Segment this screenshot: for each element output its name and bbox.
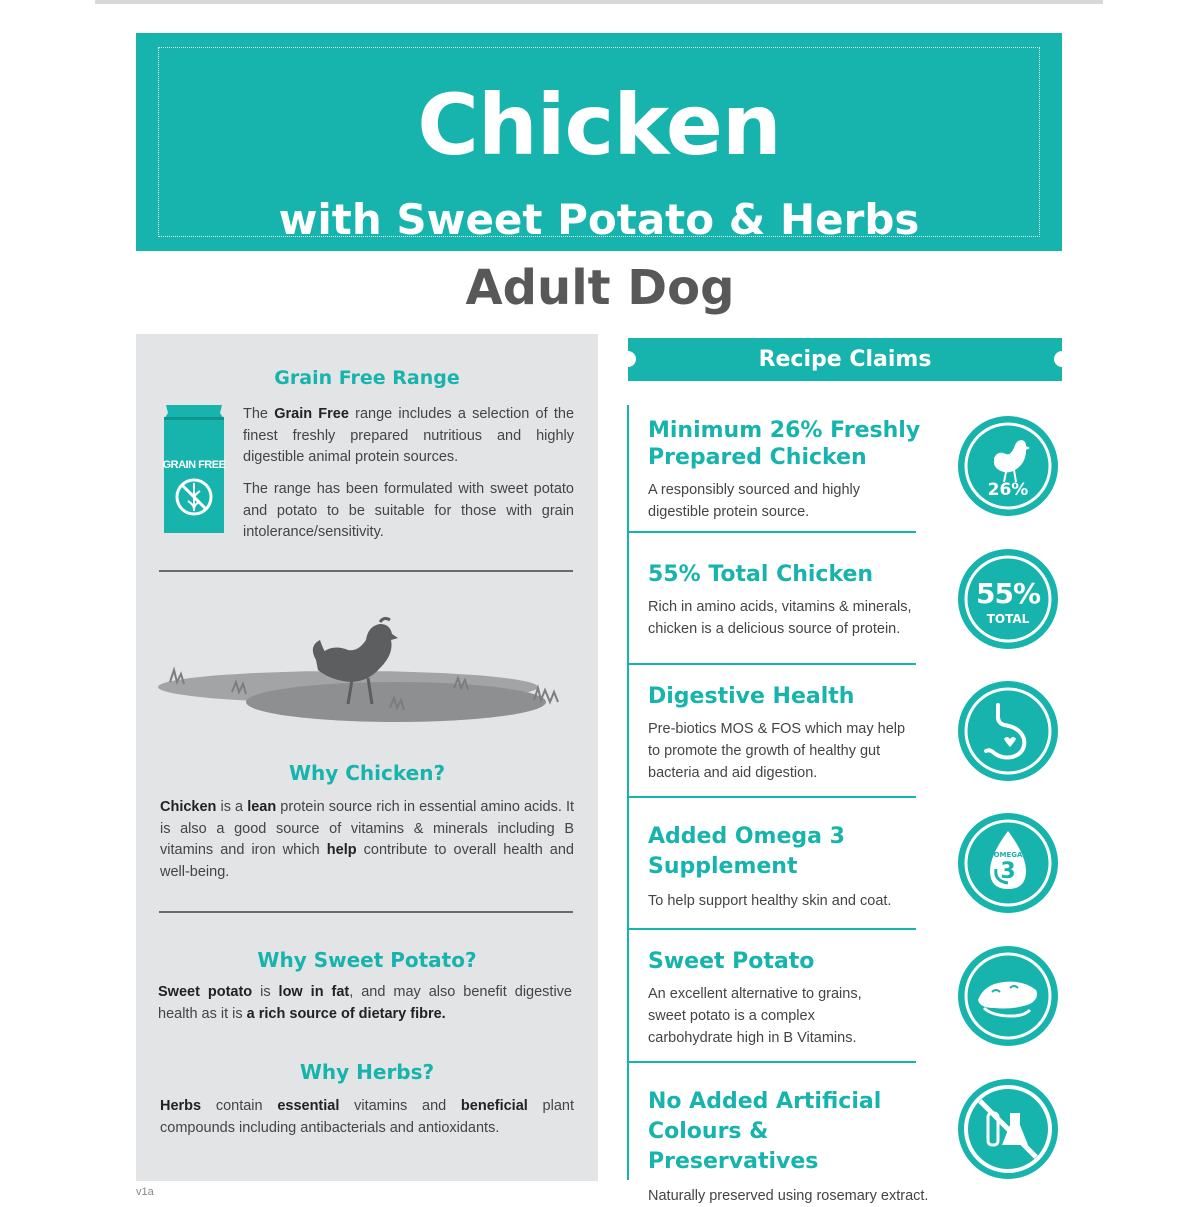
claim-divider — [629, 796, 916, 798]
recipe-claims-bar — [628, 338, 1062, 381]
claim-title: 55% Total Chicken — [648, 562, 874, 587]
section-divider — [159, 570, 573, 572]
claim-title: No Added Artificial Colours & Preservatives — [648, 1089, 882, 1174]
claim-item — [648, 948, 938, 1049]
claim-item — [648, 561, 938, 640]
grain-free-bag-icon — [160, 405, 228, 537]
claim-desc: Naturally preserved using rosemary extract. — [648, 1188, 929, 1204]
stomach-icon — [958, 681, 1058, 781]
claim-desc: An excellent alternative to grains, sweet potato is a complex carbohydrate high in B Vitamins. — [648, 986, 862, 1046]
grain-free-text-1: The Grain Free range includes a selection of the finest freshly prepared nutritious and highly digestible animal protein sources. — [243, 406, 575, 465]
omega-3-drop-icon — [958, 813, 1058, 913]
product-subtitle: with Sweet Potato & Herbs — [278, 195, 920, 244]
sweet-potato-icon — [958, 946, 1058, 1046]
title-banner — [136, 33, 1062, 251]
why-sweet-potato-text: Sweet potato is low in fat, and may also benefit digestive health as it is a rich source of dietary fibre. — [158, 984, 572, 1022]
claim-divider — [629, 1061, 916, 1063]
claim-item — [648, 683, 938, 784]
no-artificial-flask-icon — [958, 1079, 1058, 1179]
badge-text: 55% — [975, 577, 1041, 610]
why-chicken-heading: Why Chicken? — [288, 761, 446, 785]
claim-desc: Pre-biotics MOS & FOS which may help to promote the growth of healthy gut bacteria and aid digestion. — [648, 721, 906, 781]
claim-title: Digestive Health — [648, 684, 855, 709]
why-chicken-text: Chicken is a lean protein source rich in essential amino acids. It is also a good source of vitamins & minerals including B vitamins and iron which help contribute to overall health and well-being. — [160, 799, 574, 880]
version-label: v1a — [136, 1186, 154, 1198]
badge-subtext: 3 — [1000, 859, 1016, 884]
claim-item — [648, 1087, 948, 1207]
badge-text: OMEGA — [993, 851, 1023, 859]
grain-free-heading: Grain Free Range — [274, 367, 460, 389]
claim-item — [648, 417, 938, 523]
why-herbs-heading: Why Herbs? — [299, 1060, 435, 1084]
claim-item — [648, 822, 938, 912]
claims-vertical-rule — [627, 405, 629, 1180]
claim-title: Sweet Potato — [648, 949, 815, 974]
claim-title: Added Omega 3 Supplement — [648, 824, 845, 879]
claim-desc: To help support healthy skin and coat. — [648, 893, 892, 909]
product-title: Chicken — [417, 76, 781, 174]
section-divider — [159, 911, 573, 913]
chicken-26-percent-icon — [958, 416, 1058, 516]
why-herbs-text: Herbs contain essential vitamins and beneficial plant compounds including antibacterials and antioxidants. — [160, 1098, 574, 1136]
55-percent-total-icon — [958, 549, 1058, 649]
why-sweet-potato-heading: Why Sweet Potato? — [257, 948, 477, 972]
claim-divider — [629, 928, 916, 930]
top-rule — [95, 0, 1103, 4]
badge-text: 26% — [987, 480, 1029, 500]
bag-label: GRAIN FREE — [162, 459, 226, 471]
claim-title: Minimum 26% Freshly Prepared Chicken — [648, 418, 921, 470]
claim-divider — [629, 663, 916, 665]
claim-desc: A responsibly sourced and highly digestible protein source. — [648, 482, 860, 520]
recipe-claims-heading: Recipe Claims — [758, 347, 932, 372]
chicken-illustration — [158, 612, 574, 722]
audience-heading: Adult Dog — [465, 260, 735, 316]
grain-free-text-2: The range has been formulated with sweet potato and potato to be suitable for those with grain intolerance/sensitivity. — [243, 481, 574, 540]
claim-divider — [629, 531, 916, 533]
claim-desc: Rich in amino acids, vitamins & minerals, chicken is a delicious source of protein. — [648, 599, 912, 637]
badge-subtext: TOTAL — [986, 612, 1030, 626]
